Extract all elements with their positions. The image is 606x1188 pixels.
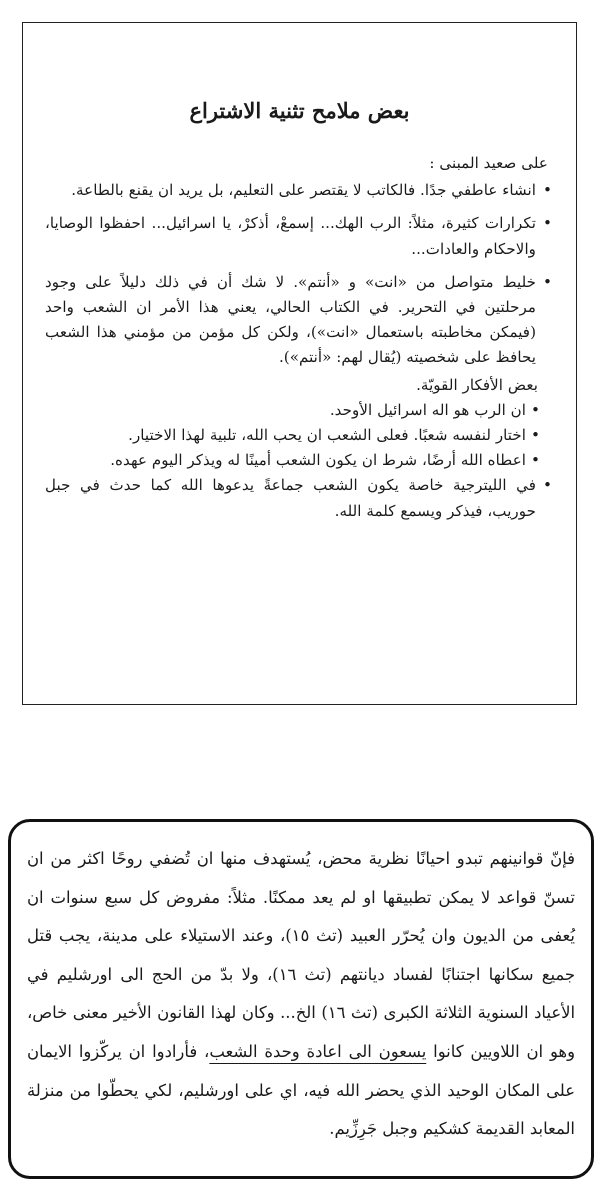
bullet-item: • في الليترجية خاصة يكون الشعب جماعةً يدعوها الله كما حدث في جبل حوريب، فيذكر ويسمع كلمة الله. [45,473,554,523]
bullet-item: • خليط متواصل من «انت» و «أنتم». لا شك أن في ذلك دليلاً على وجود مرحلتين في التحرير. في الكتاب الحالي، يعني هذا الأمر ان الشعب واحد (فيمكن مخاطبته باستعمال «انت»)، ولكن كل مؤمن من مؤمني هذا الشعب يحافظ على شخصيته (يُقال لهم: «أنتم»). [45,270,554,371]
bullet-item: • تكرارات كثيرة، مثلاً: الرب الهك... إسمعْ، أذكرْ، يا اسرائيل... احفظوا الوصايا، والاحكام والعادات... [45,211,554,261]
idea-item: • اختار لنفسه شعبًا. فعلى الشعب ان يحب الله، تلبية لهذا الاختيار. [45,423,554,448]
rounded-text-box [8,819,594,1179]
summary-box [22,22,577,705]
bullet-item: • انشاء عاطفي جدًا. فالكاتب لا يقتصر على التعليم، بل يريد ان يقنع بالطاعة. [45,178,554,203]
paragraph [27,840,575,1149]
sub-heading: بعض الأفكار القويّة. [416,375,538,394]
underlined-phrase: يسعون الى اعادة وحدة الشعب [209,1041,427,1061]
idea-item: • ان الرب هو اله اسرائيل الأوحد. [45,398,554,423]
paragraph-text-end: ، فأرادوا ان يركّزوا الايمان على المكان الوحيد الذي يحضر الله فيه، اي على اورشليم، لكي يحطّوا من منزلة المعابد القديمة كشكيم وجبل جَرِزِّيم. [27,1041,575,1139]
idea-item: • اعطاه الله أرضًا، شرط ان يكون الشعب أمينًا له ويذكر اليوم عهده. [45,448,554,473]
summary-body [45,151,554,524]
paragraph-text: فإنّ قوانينهم تبدو احيانًا نظرية محض، يُستهدف منها ان تُضفي روحًا اكثر من ان تسنّ قواعد لا يمكن تطبيقها او لم يعد ممكنًا. مثلاً: مفروض كل سبع سنوات ان يُعفى من الديون وان يُحرّر العبيد (تث ١٥)، وعند الاستيلاء على مدينة، يجب قتل جميع سكانها اجتنابًا لفساد ديانتهم (تث ١٦)، ولا بدّ من الحج الى اورشليم في الأعياد السنوية الثلاثة الكبرى (تث ١٦) الخ... وكان لهذا القانون الأخير معنى خاص، وهو ان اللاويين كانوا [27,849,576,1061]
box-title: بعض ملامح تثنية الاشتراع [189,98,410,123]
ideas-list [45,398,554,474]
intro-line: على صعيد المبنى : [429,154,548,172]
